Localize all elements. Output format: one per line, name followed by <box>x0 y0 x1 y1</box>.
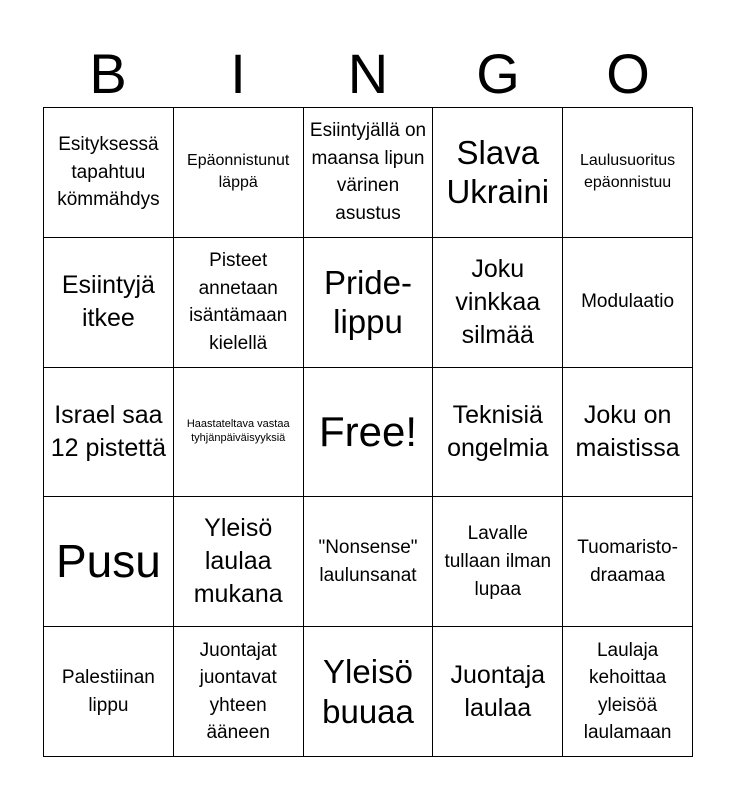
bingo-cell[interactable] <box>174 627 304 757</box>
bingo-cell-text: Pusu <box>55 535 161 588</box>
bingo-cell[interactable] <box>563 238 693 368</box>
bingo-cell-text: Juontajat juontavat yhteen ääneen <box>199 639 277 744</box>
bingo-cell[interactable] <box>433 368 563 498</box>
bingo-cell-text: Esiintyjällä on maansa lipun värinen asustus <box>309 120 427 224</box>
bingo-cell-text: Teknisiä ongelmia <box>447 400 549 462</box>
bingo-cell-text: "Nonsense" laulunsanat <box>318 537 418 586</box>
bingo-cell[interactable] <box>304 108 434 238</box>
bingo-cell[interactable] <box>433 627 563 757</box>
bingo-cell[interactable] <box>304 627 434 757</box>
bingo-cell[interactable] <box>174 108 304 238</box>
bingo-cell-text: Esityksessä tapahtuu kömmähdys <box>57 134 160 211</box>
bingo-cell[interactable] <box>44 108 174 238</box>
bingo-cell[interactable] <box>174 238 304 368</box>
bingo-cell-text: Joku on maistissa <box>575 400 680 462</box>
bingo-cell[interactable] <box>433 497 563 627</box>
bingo-header <box>43 40 693 108</box>
bingo-cell-text: Yleisö laulaa mukana <box>193 514 283 609</box>
bingo-cell-text: Laulusuoritus epäonnistuu <box>580 152 676 192</box>
header-letter-n: N <box>347 42 389 105</box>
bingo-cell[interactable] <box>174 497 304 627</box>
bingo-cell-text: Modulaatio <box>581 291 675 313</box>
header-letter-i: I <box>230 42 246 105</box>
bingo-cell[interactable] <box>563 368 693 498</box>
bingo-cell[interactable] <box>563 497 693 627</box>
bingo-cell[interactable] <box>44 368 174 498</box>
bingo-cell-text: Esiintyjä itkee <box>61 271 155 333</box>
bingo-cell[interactable] <box>44 238 174 368</box>
bingo-cell-text: Joku vinkkaa silmää <box>455 254 541 349</box>
header-letter-o: O <box>606 42 650 105</box>
bingo-cell[interactable] <box>563 627 693 757</box>
bingo-cell[interactable] <box>433 108 563 238</box>
bingo-cell[interactable] <box>44 627 174 757</box>
bingo-cell-text: Israel saa 12 pistettä <box>50 400 167 462</box>
bingo-board <box>43 107 693 757</box>
header-letter-b: B <box>89 42 127 105</box>
bingo-cell[interactable] <box>304 497 434 627</box>
bingo-cell-text: Pride-lippu <box>323 263 412 341</box>
header-letter-g: G <box>476 42 520 105</box>
bingo-cell-text: Lavalle tullaan ilman lupaa <box>444 523 552 600</box>
bingo-cell[interactable] <box>44 497 174 627</box>
free-cell[interactable] <box>304 368 434 498</box>
bingo-cell[interactable] <box>304 238 434 368</box>
bingo-cell-text: Haastateltava vastaa tyhjänpäiväisyyksiä <box>186 418 290 444</box>
bingo-cell-text: Free! <box>318 407 417 455</box>
bingo-cell[interactable] <box>174 368 304 498</box>
bingo-cell-text: Yleisö buuaa <box>322 653 414 730</box>
bingo-cell[interactable] <box>563 108 693 238</box>
bingo-cell-text: Juontaja laulaa <box>450 660 546 722</box>
bingo-cell-text: Pisteet annetaan isäntämaan kielellä <box>189 250 288 354</box>
bingo-cell-text: Slava Ukraini <box>446 133 550 211</box>
bingo-cell-text: Tuomaristo-draamaa <box>577 537 678 586</box>
bingo-cell-text: Epäonnistunut läppä <box>187 152 290 192</box>
bingo-cell-text: Laulaja kehoittaa yleisöä laulamaan <box>583 639 672 744</box>
bingo-cell[interactable] <box>433 238 563 368</box>
bingo-cell-text: Palestiinan lippu <box>61 667 155 716</box>
